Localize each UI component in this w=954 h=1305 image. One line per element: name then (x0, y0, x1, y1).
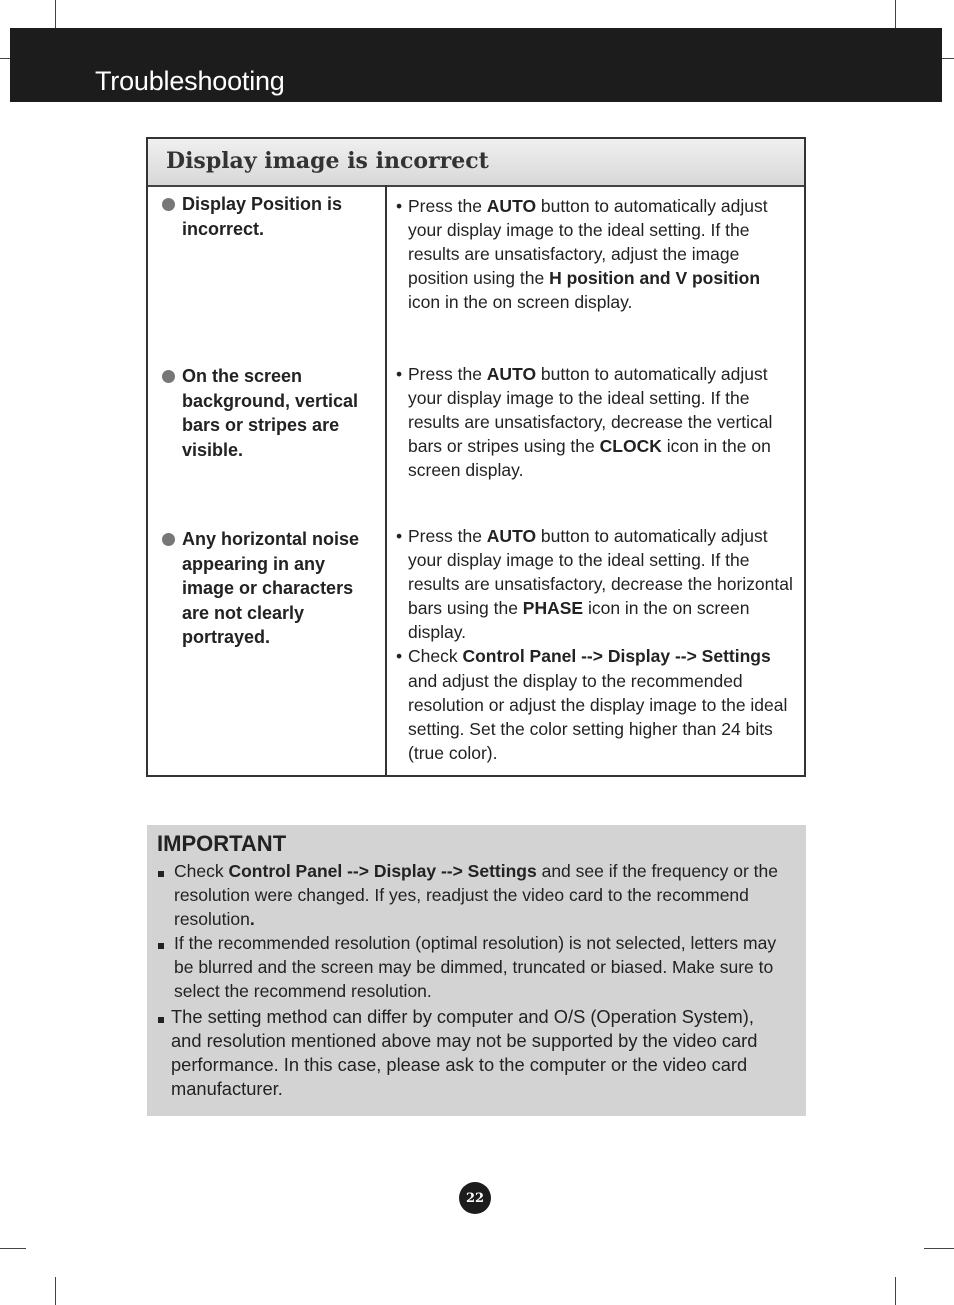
crop-mark (924, 1248, 954, 1249)
table-title-bar (148, 139, 804, 187)
bullet-icon: • (396, 526, 403, 546)
text-run: button to automatically adjust your display image to the ideal setting. If the results are unsatisfactory, decrease the vertical bars or stripes using the (408, 364, 773, 457)
text-run: and adjust the display to the recommended resolution or adjust the display image to the ideal setting. Set the color setting higher than 24 bits (true color). (408, 670, 788, 763)
solution-vertical-bars (396, 362, 796, 482)
text-run: Press the (408, 364, 487, 384)
crop-mark (895, 0, 896, 28)
symptom-display-position (160, 192, 375, 241)
text-run: icon in the on screen display. (408, 598, 750, 643)
solution-item (396, 362, 796, 482)
bullet-icon: • (396, 196, 403, 216)
solution-horizontal-noise (396, 524, 796, 765)
bold-text: H position and V position (549, 268, 761, 289)
bullet-dot-icon (162, 370, 175, 383)
bold-text: AUTO (486, 196, 537, 216)
solution-item (396, 644, 796, 764)
solution-display-position (396, 194, 796, 314)
square-bullet-icon (158, 943, 164, 949)
bold-text: PHASE (522, 598, 584, 619)
crop-mark (55, 0, 56, 28)
bold-text: AUTO (486, 364, 537, 384)
text-run: button to automatically adjust your display image to the ideal setting. If the results are unsatisfactory, decrease the horizontal bars using the (408, 526, 793, 619)
text-run: The setting method can differ by computer and O/S (Operation System), and resolution mentioned above may not be supported by the video card performance. In this case, please ask to the computer or the video card manufacturer. (171, 1005, 758, 1099)
troubleshooting-table (146, 137, 806, 777)
symptom-text: Display Position is incorrect. (182, 194, 343, 239)
crop-mark (0, 1248, 26, 1249)
crop-mark (0, 58, 10, 59)
square-bullet-icon (158, 1017, 164, 1023)
important-heading: IMPORTANT (157, 831, 287, 856)
symptom-horizontal-noise (160, 527, 375, 650)
page-title: Troubleshooting (95, 66, 285, 96)
crop-mark (895, 1277, 896, 1305)
symptom-text: On the screen background, vertical bars or stripes are visible. (182, 366, 359, 460)
table-title: Display image is incorrect (166, 148, 489, 174)
bullet-icon: • (396, 364, 403, 384)
bullet-dot-icon (162, 533, 175, 546)
solution-item (396, 524, 796, 644)
important-item (157, 859, 787, 931)
bold-text: . (249, 909, 255, 930)
text-run: Check (174, 861, 229, 881)
bold-text: Control Panel --> Display --> Settings (462, 646, 771, 667)
bold-text: AUTO (486, 526, 537, 546)
important-box (147, 825, 806, 1116)
text-run: Press the (408, 526, 487, 546)
solution-item (396, 194, 796, 314)
important-item (157, 931, 787, 1003)
column-divider (385, 185, 387, 775)
bold-text: CLOCK (599, 436, 662, 457)
text-run: button to automatically adjust your display image to the ideal setting. If the results are unsatisfactory, adjust the image position using the (408, 196, 768, 289)
square-bullet-icon (158, 871, 164, 877)
text-run: icon in the on screen display. (408, 436, 771, 481)
bold-text: Control Panel --> Display --> Settings (228, 861, 537, 881)
text-run: Press the (408, 196, 487, 216)
text-run: If the recommended resolution (optimal resolution) is not selected, letters may be blurred and the screen may be dimmed, truncated or biased. Make sure to select the recommend resolution. (174, 933, 777, 1002)
bullet-dot-icon (162, 198, 175, 211)
text-run: icon in the on screen display. (408, 292, 633, 313)
text-run: Check (408, 646, 463, 667)
symptom-vertical-bars (160, 364, 375, 462)
text-run: and see if the frequency or the resolution were changed. If yes, readjust the video card to the recommend resolution (174, 861, 778, 930)
page-number: 22 (459, 1182, 491, 1214)
bullet-icon: • (396, 646, 403, 667)
crop-mark (55, 1277, 56, 1305)
important-list (157, 859, 787, 1101)
symptom-text: Any horizontal noise appearing in any image or characters are not clearly portrayed. (182, 529, 360, 647)
crop-mark (942, 58, 954, 59)
important-item (157, 1005, 787, 1101)
